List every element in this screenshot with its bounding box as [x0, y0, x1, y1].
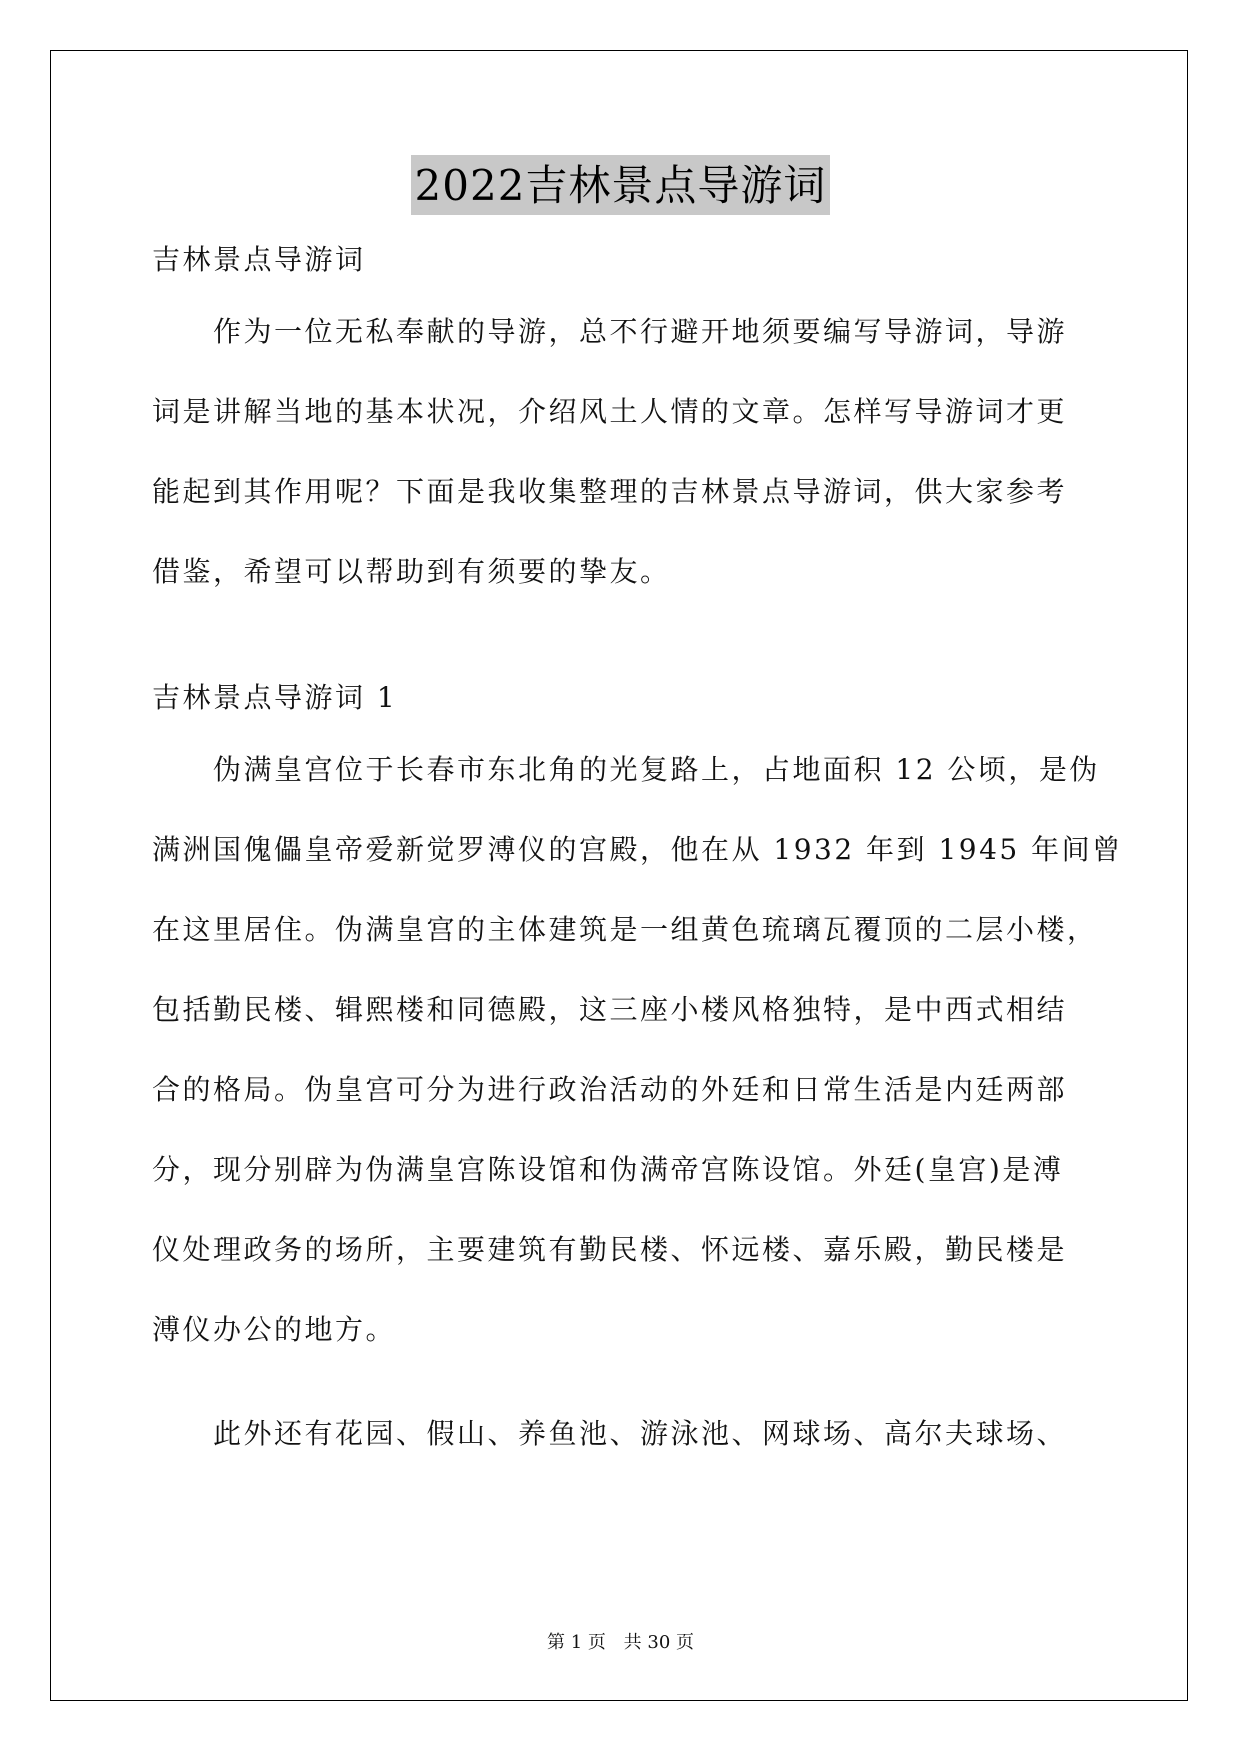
- paragraph-line: 溥仪办公的地方。: [152, 1313, 397, 1346]
- paragraph-line: 包括勤民楼、辑熙楼和同德殿，这三座小楼风格独特，是中西式相结: [152, 993, 1068, 1026]
- intro-paragraph: [152, 292, 1092, 612]
- section-heading-1: 吉林景点导游词 1: [152, 681, 398, 714]
- intro-line: 借鉴，希望可以帮助到有须要的挚友。: [152, 555, 671, 588]
- paragraph-line: 合的格局。伪皇宫可分为进行政治活动的外廷和日常生活是内廷两部: [152, 1073, 1068, 1106]
- paragraph-line: 仪处理政务的场所，主要建筑有勤民楼、怀远楼、嘉乐殿，勤民楼是: [152, 1233, 1068, 1266]
- section-heading-intro: 吉林景点导游词: [152, 243, 366, 276]
- paragraph-line: 分，现分别辟为伪满皇宫陈设馆和伪满帝宫陈设馆。外廷(皇宫)是溥: [152, 1153, 1064, 1186]
- body-paragraph-1: [152, 730, 1123, 1370]
- intro-line: 能起到其作用呢？下面是我收集整理的吉林景点导游词，供大家参考: [152, 475, 1068, 508]
- paragraph-line: 在这里居住。伪满皇宫的主体建筑是一组黄色琉璃瓦覆顶的二层小楼，: [152, 913, 1098, 946]
- page-number: 第 1 页: [547, 1632, 606, 1653]
- paragraph-line: 伪满皇宫位于长春市东北角的光复路上，占地面积 12 公顷，是伪: [152, 753, 1100, 786]
- intro-line: 作为一位无私奉献的导游，总不行避开地须要编写导游词，导游: [152, 315, 1068, 348]
- document-title: 2022吉林景点导游词: [411, 155, 831, 215]
- intro-line: 词是讲解当地的基本状况，介绍风土人情的文章。怎样写导游词才更: [152, 395, 1068, 428]
- title-container: [0, 155, 1241, 215]
- paragraph-line: 满洲国傀儡皇帝爱新觉罗溥仪的宫殿，他在从 1932 年到 1945 年间曾: [152, 833, 1123, 866]
- page-total: 共 30 页: [623, 1632, 694, 1653]
- page-footer: [0, 1628, 1241, 1654]
- body-paragraph-2: [152, 1394, 1092, 1474]
- paragraph-line: 此外还有花园、假山、养鱼池、游泳池、网球场、高尔夫球场、: [152, 1417, 1068, 1450]
